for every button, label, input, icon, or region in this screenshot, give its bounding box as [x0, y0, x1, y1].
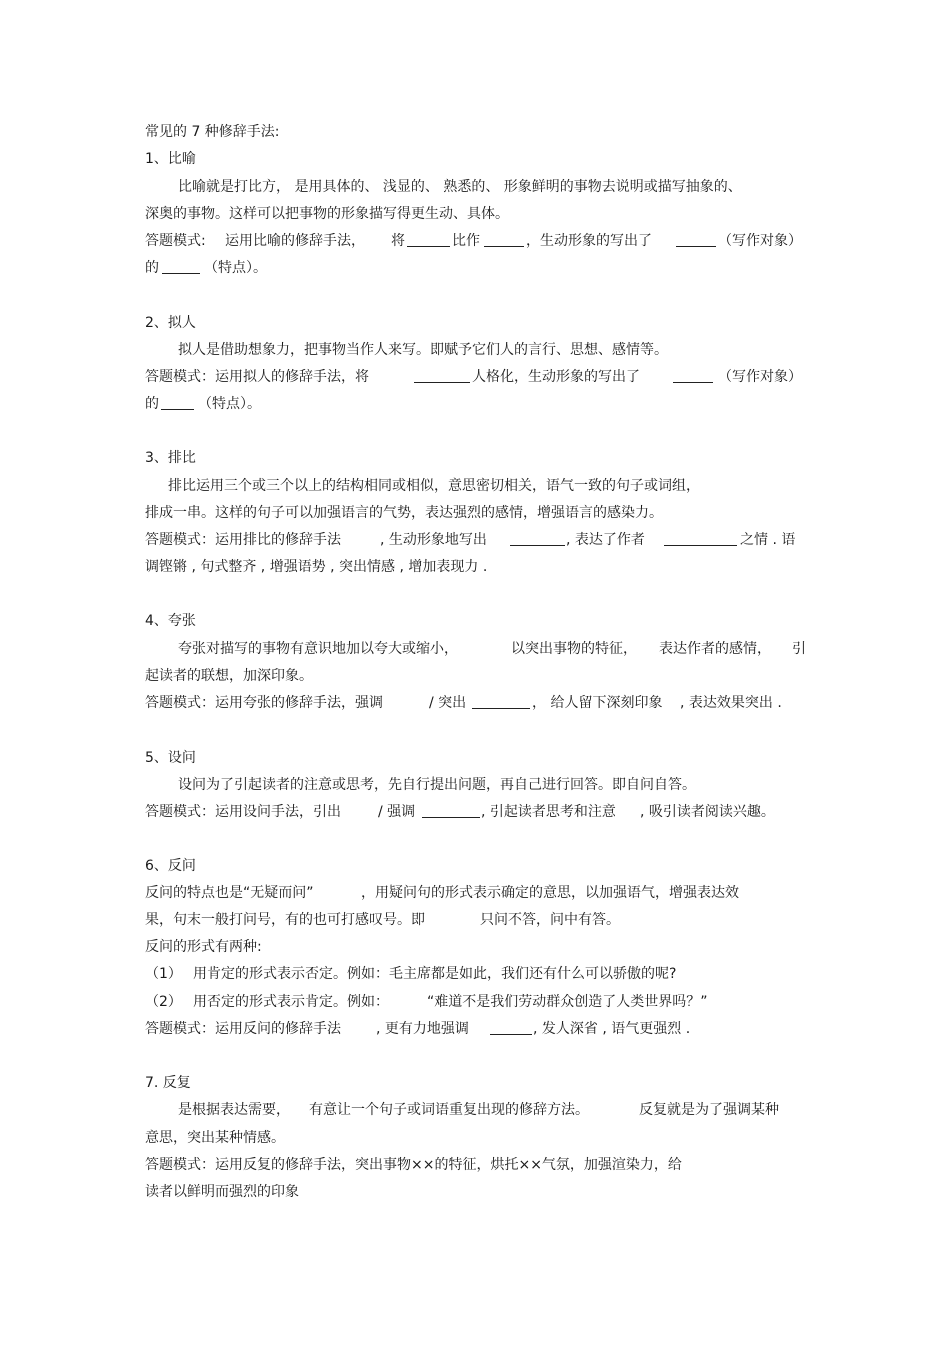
- section-3-paragraph-line-2: 排成一串。这样的句子可以加强语言的气势，表达强烈的感情，增强语言的感染力。: [145, 505, 663, 521]
- section-7-paragraph-line-1a: 是根据表达需要，: [178, 1102, 290, 1118]
- section-5-answer-text-3: , 引起读者思考和注意: [481, 804, 616, 820]
- section-5-answer-text-1: 答题模式：运用设问手法，引出: [145, 804, 341, 820]
- section-7-answer-line-1: 答题模式：运用反复的修辞手法，突出事物××的特征，烘托××气氛，加强渲染力，给: [145, 1157, 682, 1173]
- section-1-answer-text-1: 运用比喻的修辞手法，: [225, 233, 365, 249]
- section-4-paragraph-line-1b: 以突出事物的特征，: [511, 641, 637, 657]
- section-6-answer-text-3: , 发人深省 , 语气更强烈 .: [533, 1021, 691, 1037]
- section-4-paragraph-line-1d: 引: [792, 641, 806, 657]
- section-5-answer-text-4: , 吸引读者阅读兴趣。: [640, 804, 775, 820]
- section-4-paragraph-line-2: 起读者的联想，加深印象。: [145, 668, 313, 684]
- section-2-blank-1: [414, 368, 470, 386]
- section-1-paragraph-line-2: 深奥的事物。这样可以把事物的形象描写得更生动、具体。: [145, 206, 509, 222]
- section-1-blank-1: [407, 232, 450, 250]
- section-4-answer-text-3: ， 给人留下深刻印象: [532, 695, 663, 711]
- section-6-paragraph-line-2b: 只问不答，问中有答。: [480, 912, 620, 928]
- section-7-paragraph-line-1b: 有意让一个句子或词语重复出现的修辞方法。: [309, 1102, 589, 1118]
- section-6-blank-1: [490, 1020, 532, 1038]
- section-7-answer-line-2: 读者以鲜明而强烈的印象: [145, 1184, 299, 1200]
- section-2-answer-text-4: 的: [145, 396, 159, 412]
- section-3-answer-text-1: 答题模式：运用排比的修辞手法: [145, 532, 341, 548]
- section-3-answer-text-3: , 表达了作者: [566, 532, 645, 548]
- section-7-paragraph-line-1c: 反复就是为了强调某种: [639, 1102, 779, 1118]
- section-4-paragraph-line-1c: 表达作者的感情，: [659, 641, 771, 657]
- section-4-answer-text-1: 答题模式：运用夸张的修辞手法，强调: [145, 695, 383, 711]
- section-2-blank-3: [161, 395, 194, 413]
- section-3-answer-text-4: 之情 . 语: [740, 532, 796, 548]
- section-3-heading: 3、排比: [145, 450, 196, 466]
- section-6-list-item-2-text-a: 用否定的形式表示肯定。例如：: [193, 994, 389, 1010]
- section-7-paragraph-line-2: 意思，突出某种情感。: [145, 1130, 285, 1146]
- section-1-blank-2: [484, 232, 524, 250]
- section-4-answer-text-4: , 表达效果突出 .: [680, 695, 782, 711]
- section-1-answer-text-2: 将: [391, 233, 405, 249]
- section-6-list-item-2-text-b: “难道不是我们劳动群众创造了人类世界吗？”: [427, 994, 708, 1010]
- section-2-paragraph-line-1: 拟人是借助想象力，把事物当作人来写。即赋予它们人的言行、思想、感情等。: [178, 342, 668, 358]
- section-6-answer-text-1: 答题模式：运用反问的修辞手法: [145, 1021, 341, 1037]
- section-3-answer-text-2: , 生动形象地写出: [380, 532, 487, 548]
- section-1-answer-text-5: （写作对象）: [718, 233, 802, 249]
- section-5-paragraph-line-1: 设问为了引起读者的注意或思考，先自行提出问题，再自己进行回答。即自问自答。: [178, 777, 696, 793]
- section-7-heading: 7. 反复: [145, 1075, 191, 1091]
- section-4-answer-text-2: / 突出: [429, 695, 467, 711]
- section-4-blank-1: [472, 694, 530, 712]
- section-5-blank-1: [422, 803, 480, 821]
- section-6-paragraph-line-1b: ，用疑问句的形式表示确定的意思，以加强语气，增强表达效: [361, 885, 739, 901]
- section-4-paragraph-line-1a: 夸张对描写的事物有意识地加以夸大或缩小，: [178, 641, 458, 657]
- section-1-paragraph-line-1: 比喻就是打比方， 是用具体的、 浅显的、 熟悉的、 形象鲜明的事物去说明或描写抽象的、: [178, 179, 742, 195]
- section-3-blank-2: [664, 531, 737, 549]
- section-2-answer-text-1: 答题模式：运用拟人的修辞手法，将: [145, 369, 369, 385]
- section-1-answer-text-4: ，生动形象的写出了: [526, 233, 652, 249]
- section-1-blank-3: [676, 232, 716, 250]
- section-6-list-item-2-number: （2）: [145, 994, 182, 1010]
- section-1-answer-text-6: 的: [145, 260, 159, 276]
- section-1-blank-4: [162, 259, 200, 277]
- section-6-list-item-1-number: （1）: [145, 966, 182, 982]
- section-6-paragraph-line-1a: 反问的特点也是“无疑而问”: [145, 885, 314, 901]
- section-1-answer-text-7: （特点）。: [204, 260, 267, 276]
- section-2-answer-text-3: （写作对象）: [718, 369, 802, 385]
- section-6-list-item-1-text: 用肯定的形式表示否定。例如：毛主席都是如此，我们还有什么可以骄傲的呢?: [193, 966, 677, 982]
- section-1-answer-label: 答题模式:: [145, 233, 206, 249]
- document-title: 常见的 7 种修辞手法:: [145, 124, 280, 140]
- section-3-paragraph-line-1: 排比运用三个或三个以上的结构相同或相似，意思密切相关，语气一致的句子或词组，: [168, 478, 700, 494]
- section-3-answer-line-2: 调铿锵 , 句式整齐 , 增强语势 , 突出情感 , 增加表现力 .: [145, 559, 488, 575]
- section-2-answer-text-5: （特点）。: [198, 396, 261, 412]
- section-5-answer-text-2: / 强调: [378, 804, 416, 820]
- section-6-answer-text-2: , 更有力地强调: [376, 1021, 469, 1037]
- section-4-heading: 4、夸张: [145, 613, 196, 629]
- section-5-heading: 5、设问: [145, 750, 196, 766]
- section-2-blank-2: [673, 368, 713, 386]
- section-1-heading: 1、比喻: [145, 151, 196, 167]
- section-3-blank-1: [510, 531, 565, 549]
- section-2-heading: 2、拟人: [145, 315, 196, 331]
- section-6-heading: 6、反问: [145, 858, 196, 874]
- section-2-answer-text-2: 人格化，生动形象的写出了: [472, 369, 640, 385]
- section-6-paragraph-line-3: 反问的形式有两种:: [145, 939, 262, 955]
- section-6-paragraph-line-2a: 果，句末一般打问号，有的也可打感叹号。即: [145, 912, 425, 928]
- section-1-answer-text-3: 比作: [452, 233, 480, 249]
